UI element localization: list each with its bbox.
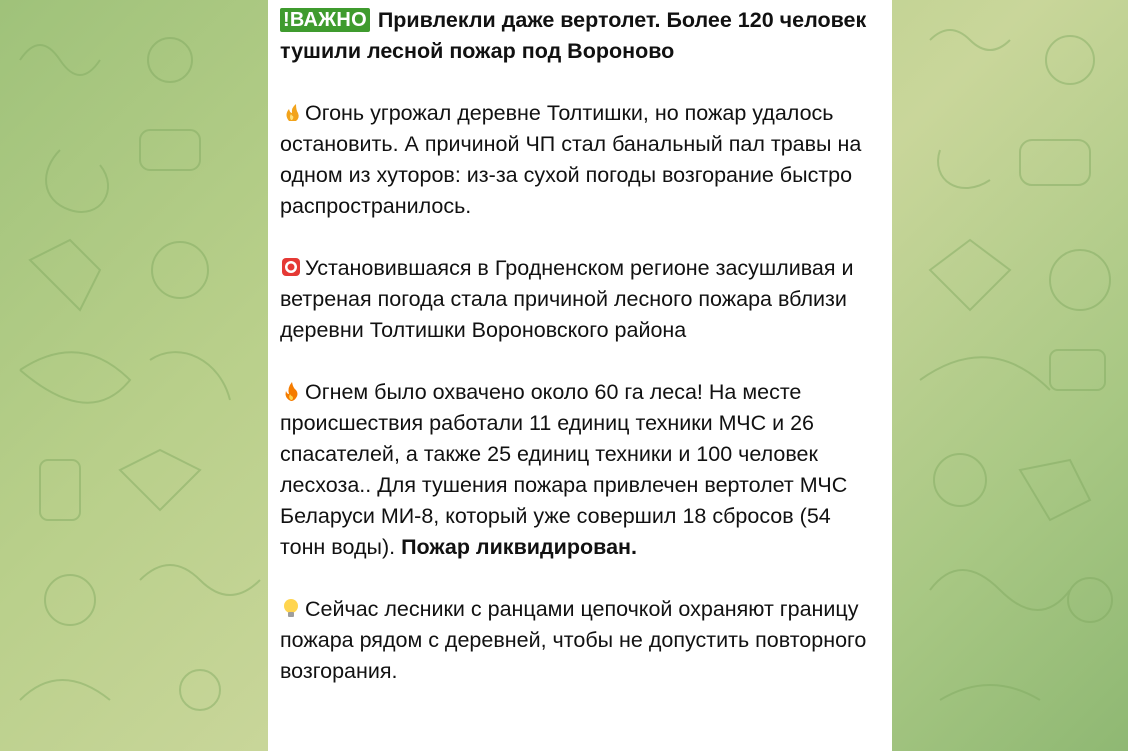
paragraph-village-threat — [280, 98, 878, 222]
important-badge: !ВАЖНО — [280, 8, 370, 32]
paragraph-text: Сейчас лесники с ранцами цепочкой охраняют границу пожара рядом с деревней, чтобы не допустить повторного возгорания. — [280, 597, 867, 683]
fire-extinguished-text: Пожар ликвидирован. — [401, 535, 637, 559]
message-bubble[interactable] — [268, 0, 892, 751]
paragraph-firefighting — [280, 377, 878, 563]
alarm-siren-icon — [280, 256, 302, 278]
paragraph-text: Огнем было охвачено около 60 га леса! На месте происшествия работали 11 единиц техники МЧС и 26 спасателей, а также 25 единиц техники и 100 человек лесхоза.. Для тушения пожара привлечен вертолет МЧС Беларуси МИ-8, который уже совершил 18 сбросов (54 тонн воды). — [280, 380, 848, 559]
light-bulb-icon — [280, 597, 302, 619]
paragraph-weather — [280, 253, 878, 346]
flame-cracker-icon — [280, 101, 302, 123]
paragraph-text: Установившаяся в Гродненском регионе засушливая и ветреная погода стала причиной лесного пожара вблизи деревни Толтишки Вороновского района — [280, 256, 854, 342]
post-title — [280, 5, 878, 67]
paragraph-foresters — [280, 594, 878, 687]
paragraph-text: Огонь угрожал деревне Толтишки, но пожар удалось остановить. А причиной ЧП стал банальный пал травы на одном из хуторов: из-за сухой погоды возгорание быстро распространилось. — [280, 101, 862, 218]
fire-icon — [280, 380, 302, 402]
post-title-text: Привлекли даже вертолет. Более 120 человек тушили лесной пожар под Вороново — [280, 8, 867, 63]
